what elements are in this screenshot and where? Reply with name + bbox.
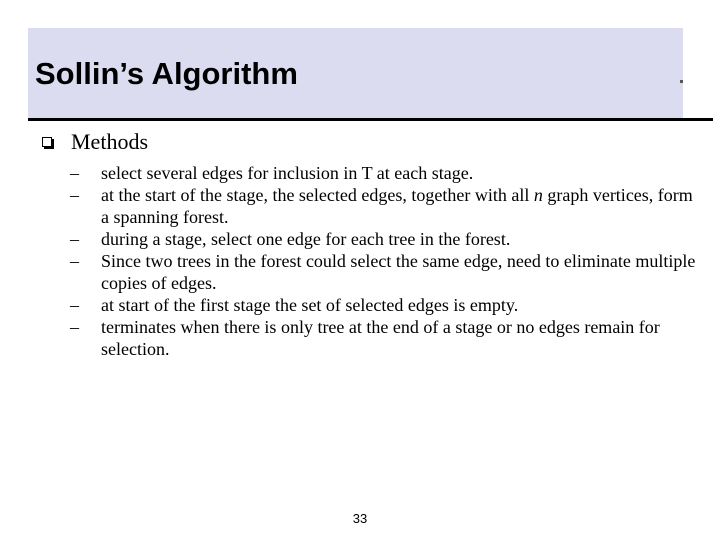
list-item: [36, 184, 706, 228]
title-mark: [680, 80, 683, 83]
title-rule: [28, 118, 713, 121]
list-item: [36, 316, 706, 360]
methods-heading-text: Methods: [71, 129, 148, 154]
dash-bullet: –: [70, 185, 79, 205]
slide-title: Sollin’s Algorithm: [35, 56, 298, 91]
methods-heading: [36, 128, 706, 156]
list-item: [36, 250, 706, 294]
list-item: [36, 162, 706, 184]
list-item-text: select several edges for inclusion in T at each stage.: [101, 163, 474, 183]
dash-bullet: –: [70, 229, 79, 249]
list-item-text: terminates when there is only tree at the end of a stage or no edges remain for selection.: [101, 317, 660, 359]
list-item-text: at start of the first stage the set of selected edges is empty.: [101, 295, 519, 315]
list-item-text: during a stage, select one edge for each tree in the forest.: [101, 229, 511, 249]
list-item-variable: n: [533, 185, 543, 205]
list-item-text: at the start of the stage, the selected edges, together with all: [101, 185, 530, 205]
list-item: [36, 294, 706, 316]
box-bullet-icon: [42, 137, 52, 147]
dash-bullet: –: [70, 317, 79, 337]
list-item-text: Since two trees in the forest could select the same edge, need to eliminate multiple copies of edges.: [101, 251, 696, 293]
dash-bullet: –: [70, 163, 79, 183]
list-item-text: graph vertices, form a spanning forest.: [101, 185, 693, 227]
dash-bullet: –: [70, 251, 79, 271]
list-item: [36, 228, 706, 250]
page-number: 33: [352, 511, 368, 526]
slide-content: [36, 128, 706, 360]
methods-list: [36, 162, 706, 360]
dash-bullet: –: [70, 295, 79, 315]
